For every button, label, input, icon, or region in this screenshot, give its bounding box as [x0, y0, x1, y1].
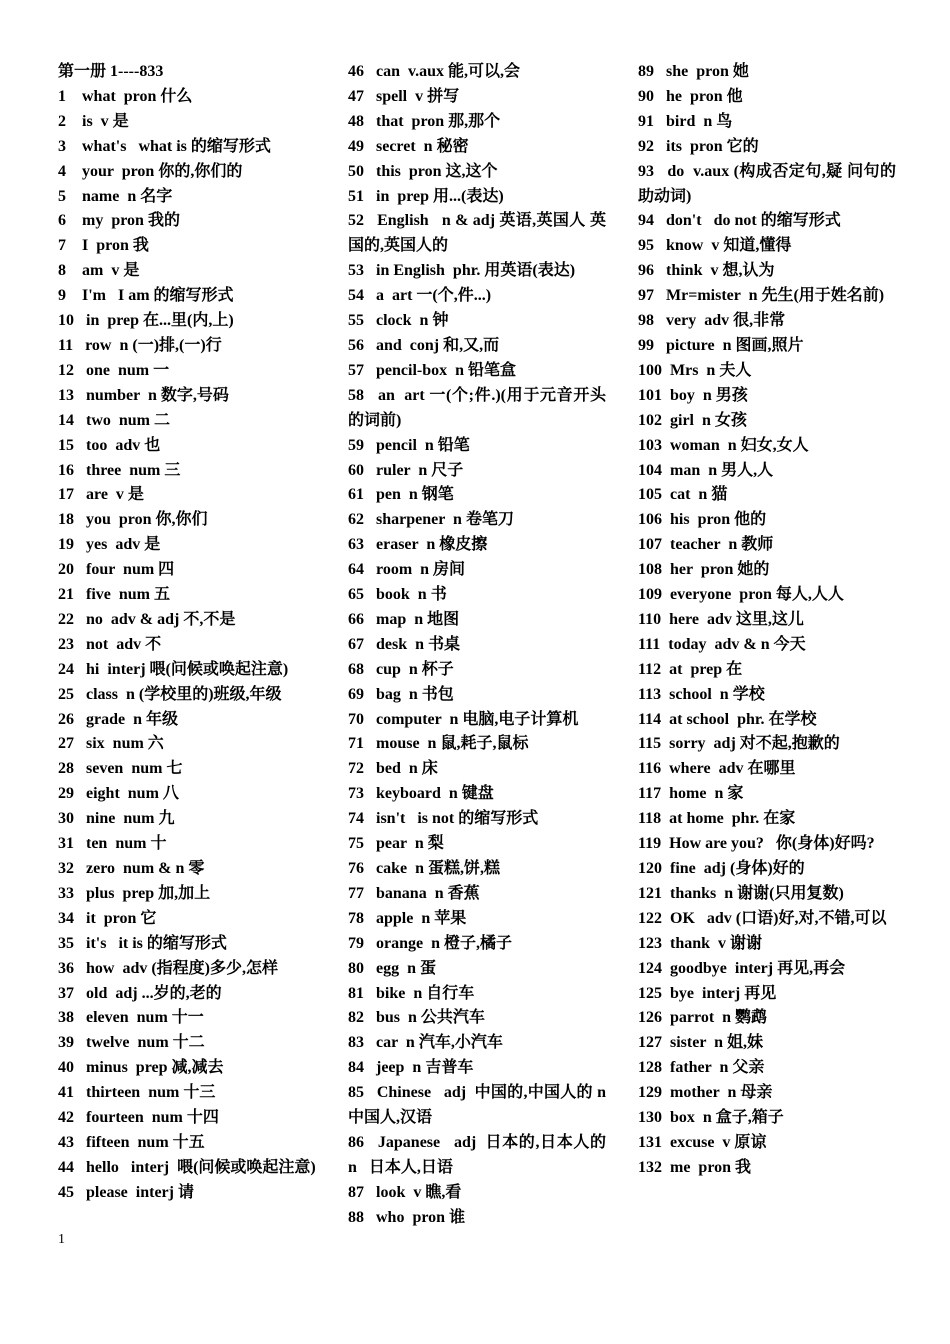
- vocab-entry: 103 woman n 妇女,女人: [638, 436, 809, 454]
- vocab-entry: 72 bed n 床: [348, 760, 438, 778]
- vocab-entry: 15 too adv 也: [58, 436, 161, 454]
- vocab-entry: 90 he pron 他: [638, 87, 743, 105]
- vocab-entry: 131 excuse v 原谅: [638, 1133, 767, 1151]
- vocab-entry: 33 plus prep 加,加上: [58, 884, 211, 902]
- vocab-entry: 44 hello interj 喂(问候或唤起注意): [58, 1158, 316, 1176]
- vocab-entry: 97 Mr=mister n 先生(用于姓名前): [638, 287, 885, 305]
- vocab-entry: 35 it's it is 的缩写形式: [58, 934, 227, 952]
- vocab-entry: 87 look v 瞧,看: [348, 1183, 462, 1201]
- vocab-entry: 98 very adv 很,非常: [638, 312, 786, 330]
- vocab-entry: 62 sharpener n 卷笔刀: [348, 511, 514, 529]
- vocab-entry: 60 ruler n 尺子: [348, 461, 464, 479]
- vocab-entry: 58 an art 一(个;件.)(用于元音开头的词前): [348, 386, 606, 429]
- vocab-entry: 9 I'm I am 的缩写形式: [58, 287, 234, 305]
- vocab-entry: 117 home n 家: [638, 785, 744, 803]
- vocab-entry: 3 what's what is 的缩写形式: [58, 137, 271, 155]
- vocab-entry: 39 twelve num 十二: [58, 1034, 205, 1052]
- vocab-entry: 65 book n 书: [348, 586, 447, 604]
- vocab-entry: 76 cake n 蛋糕,饼,糕: [348, 860, 501, 877]
- vocab-entry: 111 today adv & n 今天: [638, 635, 806, 653]
- vocab-entry: 46 can v.aux 能,可以,会: [348, 63, 521, 80]
- vocab-entry: 99 picture n 图画,照片: [638, 336, 804, 354]
- vocab-entry: 20 four num 四: [58, 561, 175, 579]
- vocab-entry: 132 me pron 我: [638, 1158, 752, 1176]
- vocab-entry: 45 please interj 请: [58, 1183, 194, 1201]
- vocab-entry: 119 How are you? 你(身体)好吗?: [638, 835, 875, 853]
- vocab-entry: 16 three num 三: [58, 461, 181, 479]
- vocab-entry: 2 is v 是: [58, 112, 129, 130]
- vocab-entry: 34 it pron 它: [58, 909, 157, 927]
- vocab-column-2: [348, 60, 614, 1231]
- vocab-entry: 27 six num 六: [58, 735, 164, 753]
- vocab-entry: 59 pencil n 铅笔: [348, 436, 470, 454]
- vocab-entry: 1 what pron 什么: [58, 87, 193, 105]
- vocab-entry: 23 not adv 不: [58, 635, 162, 653]
- vocab-entry: 114 at school phr. 在学校: [638, 710, 817, 728]
- vocab-entry: 92 its pron 它的: [638, 137, 759, 155]
- vocab-entry: 61 pen n 钢笔: [348, 486, 454, 504]
- vocab-entry: 120 fine adj (身体)好的: [638, 860, 805, 877]
- vocab-entry: 63 eraser n 橡皮擦: [348, 536, 488, 554]
- vocab-entry: 112 at prep 在: [638, 660, 743, 678]
- vocab-entry: 81 bike n 自行车: [348, 984, 475, 1002]
- vocab-entry: 19 yes adv 是: [58, 536, 161, 554]
- vocab-entry: 91 bird n 鸟: [638, 112, 733, 130]
- vocab-entry: 124 goodbye interj 再见,再会: [638, 959, 846, 977]
- vocab-entry: 123 thank v 谢谢: [638, 934, 763, 952]
- document-header: 第一册 1----833: [58, 63, 164, 80]
- vocab-entry: 106 his pron 他的: [638, 511, 767, 529]
- vocab-entry: 7 I pron 我: [58, 237, 149, 255]
- vocab-entry: 104 man n 男人,人: [638, 461, 774, 479]
- vocab-column-1: [58, 60, 316, 1206]
- vocab-entry: 4 your pron 你的,你们的: [58, 162, 243, 180]
- vocab-entry: 82 bus n 公共汽车: [348, 1009, 485, 1027]
- vocab-entry: 13 number n 数字,号码: [58, 386, 229, 404]
- vocab-entry: 118 at home phr. 在家: [638, 810, 796, 828]
- vocab-entry: 94 don't do not 的缩写形式: [638, 212, 841, 230]
- vocab-entry: 24 hi interj 喂(问候或唤起注意): [58, 660, 289, 678]
- vocab-entry: 6 my pron 我的: [58, 212, 180, 230]
- vocab-entry: 85 Chinese adj 中国的,中国人的 n 中国人,汉语: [348, 1084, 614, 1127]
- vocab-entry: 64 room n 房间: [348, 561, 466, 579]
- vocab-entry: 36 how adv (指程度)多少,怎样: [58, 959, 279, 977]
- vocab-entry: 47 spell v 拼写: [348, 87, 460, 105]
- vocab-entry: 109 everyone pron 每人,人人: [638, 586, 844, 604]
- vocab-entry: 113 school n 学校: [638, 685, 765, 703]
- vocab-entry: 105 cat n 猫: [638, 486, 728, 504]
- vocab-entry: 12 one num 一: [58, 361, 170, 379]
- vocab-entry: 73 keyboard n 键盘: [348, 785, 494, 803]
- vocab-entry: 83 car n 汽车,小汽车: [348, 1034, 503, 1052]
- vocab-entry: 31 ten num 十: [58, 835, 167, 853]
- vocab-entry: 96 think v 想,认为: [638, 262, 775, 280]
- vocab-entry: 129 mother n 母亲: [638, 1084, 773, 1102]
- vocab-entry: 68 cup n 杯子: [348, 660, 454, 678]
- vocab-entry: 102 girl n 女孩: [638, 411, 747, 429]
- vocab-entry: 40 minus prep 减,减去: [58, 1059, 224, 1077]
- vocab-entry: 69 bag n 书包: [348, 685, 454, 703]
- vocab-entry: 41 thirteen num 十三: [58, 1084, 216, 1102]
- vocab-entry: 67 desk n 书桌: [348, 635, 461, 653]
- vocab-entry: 86 Japanese adj 日本的,日本人的 n 日本人,日语: [348, 1133, 610, 1176]
- vocab-entry: 55 clock n 钟: [348, 312, 449, 330]
- vocab-entry: 11 row n (一)排,(一)行: [58, 336, 222, 354]
- vocab-entry: 21 five num 五: [58, 586, 171, 604]
- vocab-entry: 78 apple n 苹果: [348, 909, 467, 927]
- vocab-entry: 32 zero num & n 零: [58, 860, 205, 877]
- vocab-entry: 110 here adv 这里,这儿: [638, 610, 804, 628]
- vocab-entry: 66 map n 地图: [348, 610, 460, 628]
- vocab-entry: 51 in prep 用...(表达): [348, 187, 504, 205]
- vocab-entry: 130 box n 盒子,箱子: [638, 1109, 784, 1127]
- vocab-entry: 14 two num 二: [58, 411, 171, 429]
- vocab-entry: 42 fourteen num 十四: [58, 1109, 219, 1127]
- vocab-entry: 48 that pron 那,那个: [348, 112, 501, 130]
- vocab-entry: 95 know v 知道,懂得: [638, 237, 792, 255]
- vocab-entry: 79 orange n 橙子,橘子: [348, 934, 513, 952]
- vocab-entry: 107 teacher n 教师: [638, 536, 774, 554]
- vocab-entry: 17 are v 是: [58, 486, 144, 504]
- vocab-entry: 26 grade n 年级: [58, 710, 179, 728]
- vocab-entry: 56 and conj 和,又,而: [348, 336, 500, 354]
- vocab-entry: 71 mouse n 鼠,耗子,鼠标: [348, 735, 529, 753]
- vocab-entry: 70 computer n 电脑,电子计算机: [348, 710, 579, 728]
- vocab-entry: 128 father n 父亲: [638, 1059, 765, 1077]
- vocab-entry: 75 pear n 梨: [348, 835, 444, 853]
- vocab-entry: 53 in English phr. 用英语(表达): [348, 262, 576, 280]
- vocab-entry: 108 her pron 她的: [638, 561, 770, 579]
- vocab-entry: 10 in prep 在...里(内,上): [58, 312, 234, 330]
- vocab-entry: 89 she pron 她: [638, 63, 749, 80]
- vocab-entry: 37 old adj ...岁的,老的: [58, 984, 222, 1002]
- vocab-entry: 22 no adv & adj 不,不是: [58, 610, 236, 628]
- vocab-entry: 122 OK adv (口语)好,对,不错,可以: [638, 909, 887, 927]
- vocab-entry: 43 fifteen num 十五: [58, 1133, 205, 1151]
- vocab-entry: 121 thanks n 谢谢(只用复数): [638, 884, 844, 902]
- vocab-entry: 52 English n & adj 英语,英国人 英国的,英国人的: [348, 212, 606, 255]
- vocab-column-3: [638, 60, 896, 1181]
- vocab-entry: 116 where adv 在哪里: [638, 760, 796, 778]
- vocab-entry: 57 pencil-box n 铅笔盒: [348, 361, 517, 379]
- vocab-entry: 126 parrot n 鹦鹉: [638, 1009, 768, 1027]
- page-number: 1: [58, 1232, 65, 1247]
- vocab-entry: 127 sister n 姐,妹: [638, 1034, 764, 1052]
- vocab-entry: 93 do v.aux (构成否定句,疑 问句的助动词): [638, 162, 896, 205]
- vocab-entry: 8 am v 是: [58, 262, 140, 280]
- vocab-entry: 74 isn't is not 的缩写形式: [348, 810, 539, 828]
- vocab-entry: 101 boy n 男孩: [638, 386, 748, 404]
- vocab-entry: 18 you pron 你,你们: [58, 511, 208, 529]
- vocab-entry: 38 eleven num 十一: [58, 1009, 204, 1027]
- vocab-entry: 25 class n (学校里的)班级,年级: [58, 685, 282, 703]
- vocab-entry: 5 name n 名字: [58, 187, 173, 205]
- vocab-entry: 115 sorry adj 对不起,抱歉的: [638, 735, 840, 753]
- vocab-entry: 54 a art 一(个,件...): [348, 287, 492, 305]
- vocab-entry: 28 seven num 七: [58, 760, 183, 778]
- vocab-entry: 29 eight num 八: [58, 785, 179, 803]
- vocab-entry: 88 who pron 谁: [348, 1208, 466, 1226]
- vocab-entry: 50 this pron 这,这个: [348, 162, 498, 180]
- vocab-entry: 125 bye interj 再见: [638, 984, 777, 1002]
- vocab-entry: 30 nine num 九: [58, 810, 175, 828]
- vocab-entry: 80 egg n 蛋: [348, 959, 437, 977]
- vocab-entry: 77 banana n 香蕉: [348, 884, 480, 902]
- vocab-entry: 49 secret n 秘密: [348, 137, 469, 155]
- vocab-entry: 84 jeep n 吉普车: [348, 1059, 474, 1077]
- vocab-entry: 100 Mrs n 夫人: [638, 361, 752, 379]
